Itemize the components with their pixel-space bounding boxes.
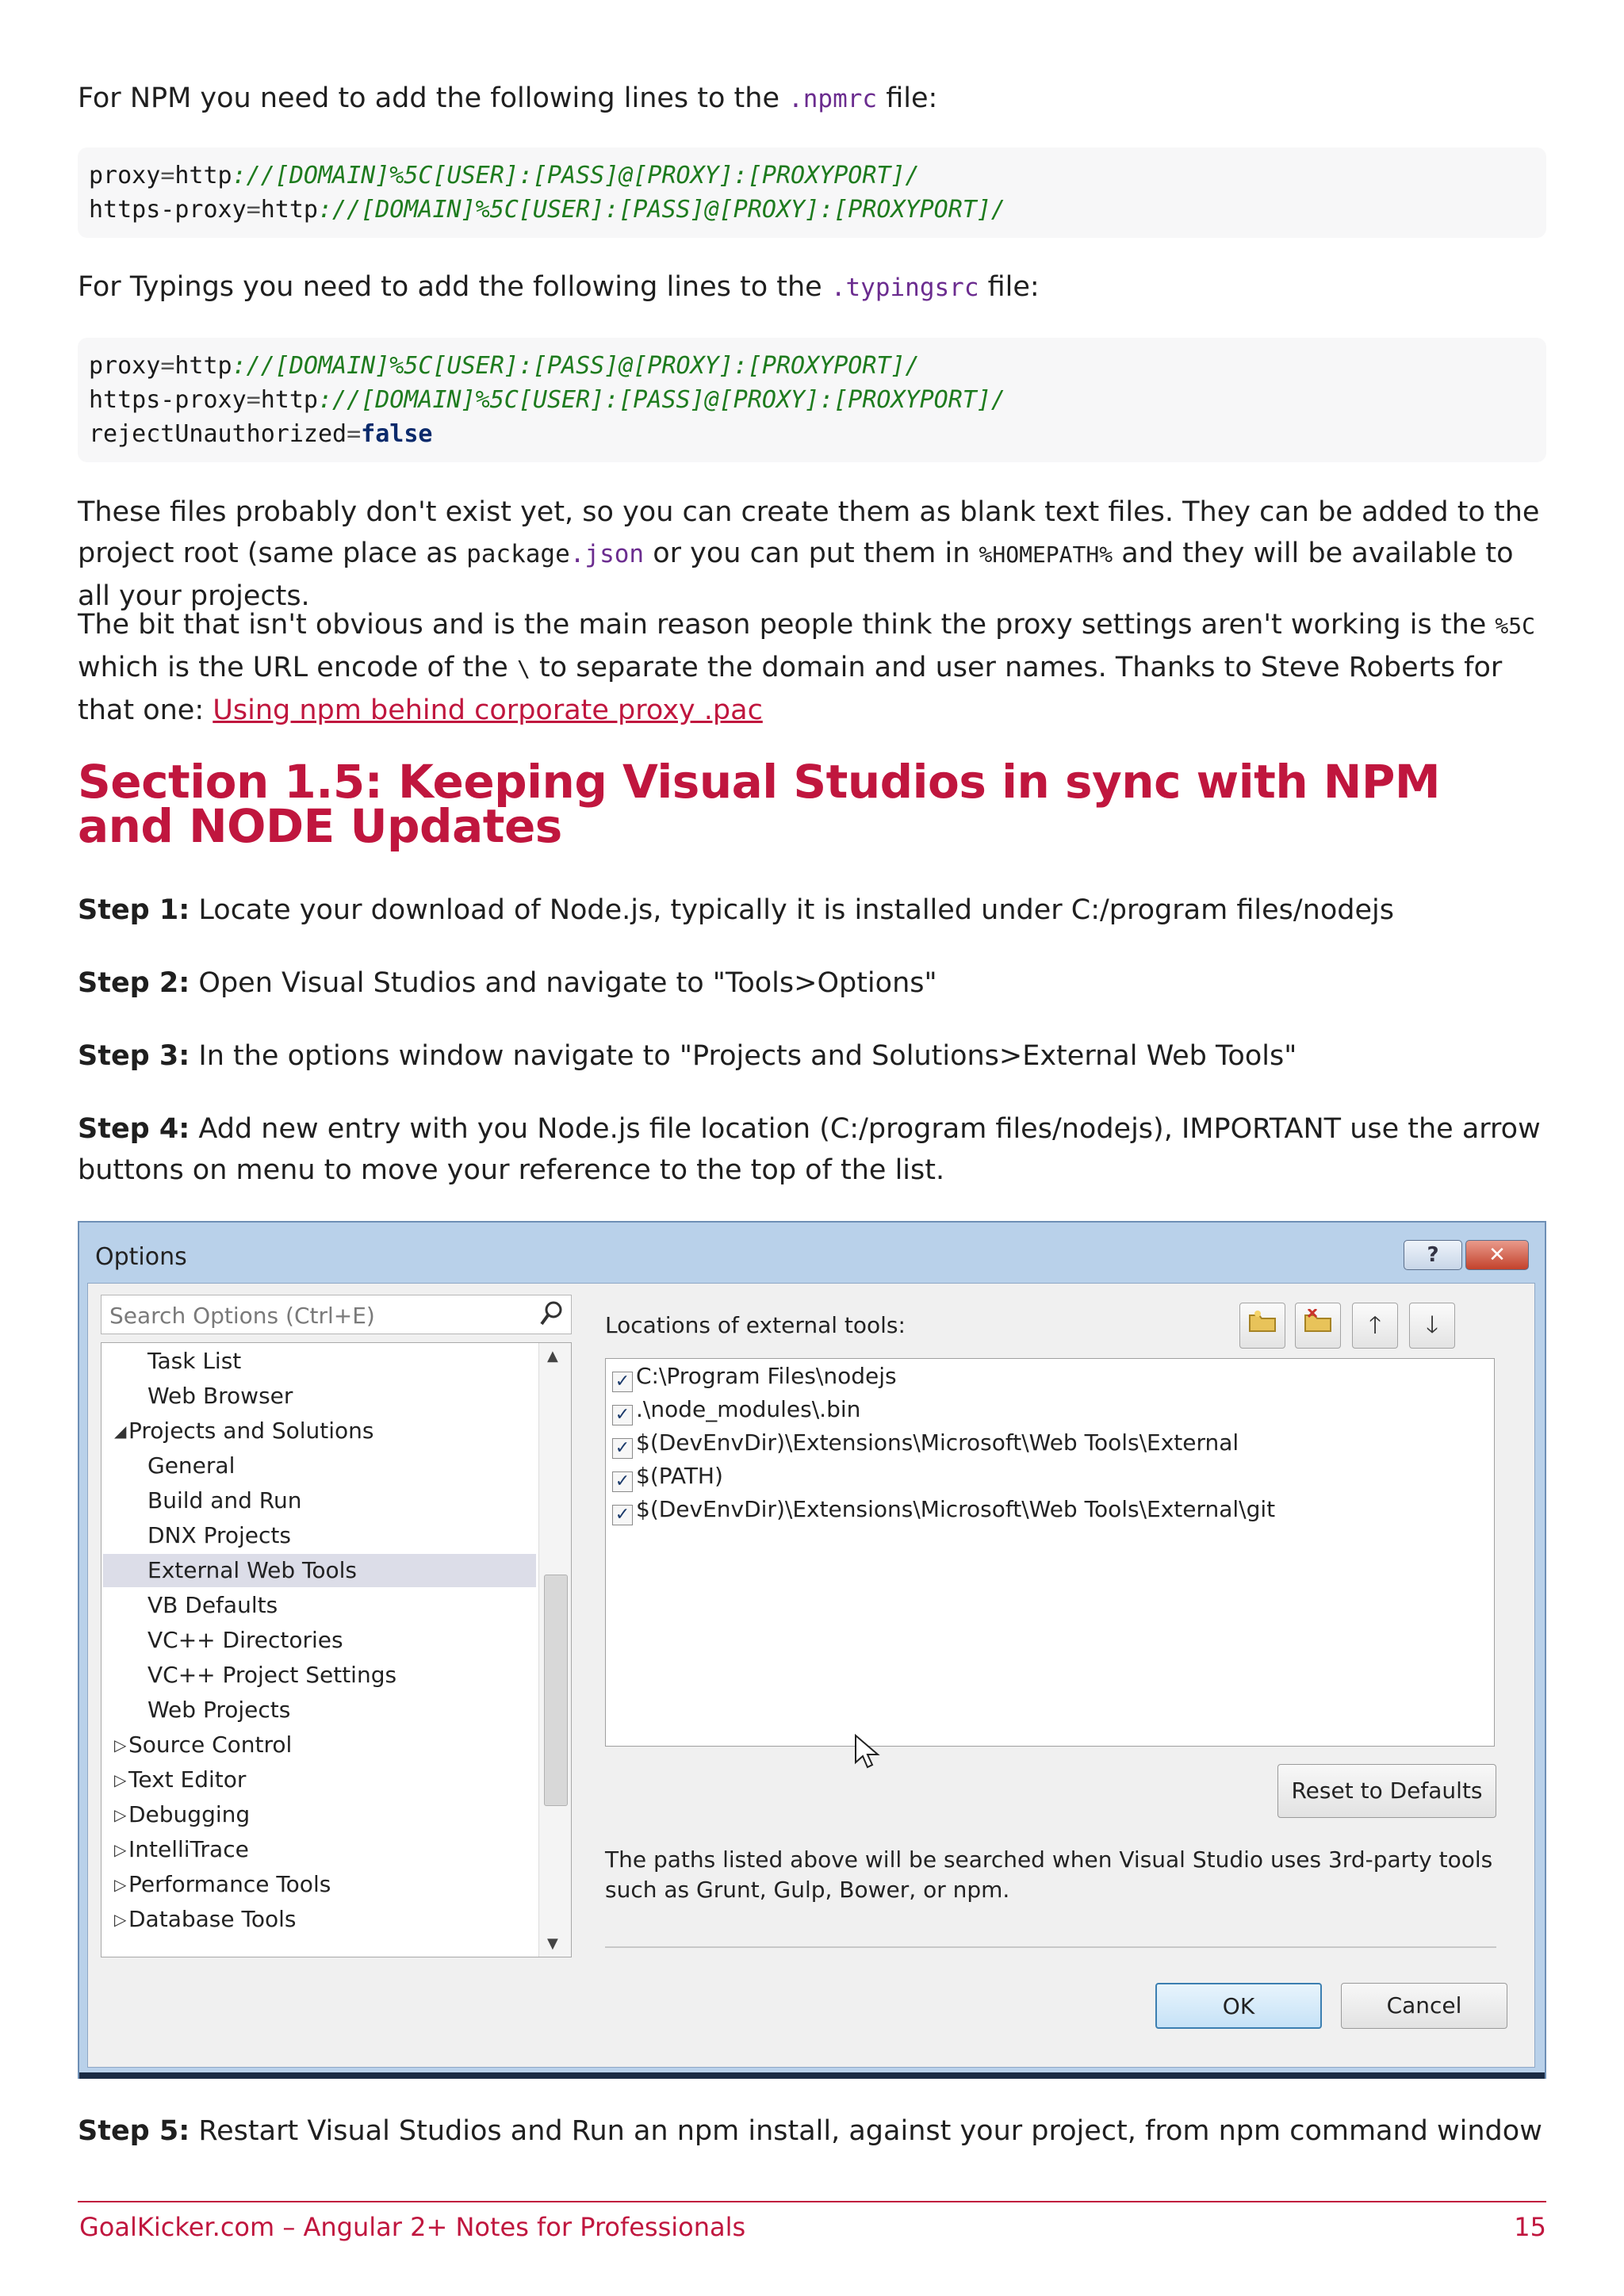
step-label: Step 2: [78, 967, 190, 999]
tree-item-label: Build and Run [147, 1487, 302, 1513]
mouse-pointer-icon [854, 1734, 881, 1778]
paths-note: The paths listed above will be searched when Visual Studio uses 3rd-party tools such as Grunt, Gulp, Bower, or npm. [605, 1846, 1493, 1903]
proxy-text: The bit that isn't obvious and is the main reason people think the proxy settings aren't working is the [78, 609, 1496, 641]
options-tree [101, 1342, 572, 1957]
npm-intro [78, 78, 1546, 120]
tool-path-row[interactable] [612, 1360, 897, 1392]
tool-path: .\node_modules\.bin [636, 1396, 861, 1422]
footer-title: GoalKicker.com – Angular 2+ Notes for Professionals [79, 2212, 746, 2242]
code-value: false [361, 420, 433, 448]
tree-item-label: VC++ Directories [147, 1627, 343, 1653]
page-number: 15 [1514, 2212, 1546, 2242]
code-scheme: http [174, 352, 232, 380]
arrow-up-icon: 🡑 [1369, 1311, 1381, 1339]
code-key: proxy [89, 352, 161, 380]
close-button[interactable]: ✕ [1465, 1240, 1529, 1270]
tree-item-label: Projects and Solutions [128, 1418, 374, 1444]
tree-item-label: VB Defaults [147, 1592, 278, 1618]
code-eq: = [160, 352, 175, 380]
search-icon [539, 1300, 563, 1334]
scroll-up-icon[interactable]: ▲ [547, 1348, 558, 1364]
typingsrc-filename: .typingsrc [830, 274, 979, 302]
expand-triangle-icon[interactable]: ▷ [114, 1770, 127, 1789]
tool-path: $(DevEnvDir)\Extensions\Microsoft\Web Tools\External [636, 1429, 1239, 1456]
files-text-3: and they will be available to all your projects. [78, 538, 1514, 612]
files-paragraph [78, 492, 1546, 617]
tree-item[interactable] [103, 1624, 536, 1657]
code-url: ://[DOMAIN]%5C[USER]:[PASS]@[PROXY]:[PROXYPORT]/ [318, 386, 1005, 414]
step-5 [78, 2110, 1546, 2152]
tool-checkbox[interactable]: ✓ [612, 1505, 633, 1525]
npmrc-filename: .npmrc [788, 85, 878, 113]
tree-item-label: Text Editor [128, 1766, 247, 1793]
step-text: Add new entry with you Node.js file location (C:/program files/nodejs), IMPORTANT use the arrow buttons on menu to move your reference to the top of the list. [78, 1113, 1541, 1186]
tree-item[interactable] [103, 1833, 536, 1866]
help-button[interactable]: ? [1404, 1240, 1462, 1270]
step-label: Step 1: [78, 894, 190, 926]
folder-delete-icon [1304, 1309, 1332, 1333]
remove-folder-button[interactable] [1295, 1303, 1341, 1349]
files-text: These files probably don't exist yet, so you can create them as blank text files. They can be added to the project root (same place as [78, 496, 1540, 569]
tree-item[interactable] [103, 1380, 536, 1413]
step-text: Open Visual Studios and navigate to "Tools>Options" [190, 967, 937, 999]
tree-item-label: Debugging [128, 1801, 251, 1827]
tree-item[interactable] [103, 1868, 536, 1901]
code-line [89, 349, 1535, 383]
typings-intro-text: For Typings you need to add the following lines to the [78, 271, 831, 303]
code-key: rejectUnauthorized [89, 420, 347, 448]
files-text-2: or you can put them in [644, 538, 979, 569]
dialog-body [87, 1283, 1535, 2068]
expand-triangle-icon[interactable]: ▷ [114, 1735, 127, 1755]
tree-item[interactable] [103, 1519, 536, 1552]
tree-item[interactable] [103, 1554, 536, 1587]
external-tools-list [605, 1358, 1495, 1747]
tool-checkbox[interactable]: ✓ [612, 1405, 633, 1425]
tool-path-row[interactable] [612, 1427, 1239, 1459]
proxy-text-2: which is the URL encode of the [78, 652, 517, 683]
code-url: ://[DOMAIN]%5C[USER]:[PASS]@[PROXY]:[PROXYPORT]/ [318, 196, 1005, 224]
code-scheme: http [260, 196, 318, 224]
tree-item[interactable] [103, 1728, 536, 1762]
code-line [89, 383, 1535, 417]
tree-item[interactable] [103, 1589, 536, 1622]
taskbar-strip [79, 2072, 1545, 2079]
search-placeholder: Search Options (Ctrl+E) [109, 1303, 375, 1329]
tree-item-label: General [147, 1452, 236, 1479]
code-key: https-proxy [89, 196, 247, 224]
tool-path: $(PATH) [636, 1463, 723, 1489]
code-scheme: http [174, 162, 232, 189]
tree-item-label: Database Tools [128, 1906, 297, 1932]
arrow-down-icon: 🡓 [1426, 1311, 1438, 1339]
typings-intro [78, 266, 1546, 308]
code-scheme: http [260, 386, 318, 414]
locations-label: Locations of external tools: [605, 1312, 906, 1338]
npm-intro-text: For NPM you need to add the following lines to the [78, 82, 789, 114]
code-key: https-proxy [89, 386, 247, 414]
step-text: Locate your download of Node.js, typically it is installed under C:/program files/nodejs [190, 894, 1394, 926]
tool-path-row[interactable] [612, 1394, 860, 1425]
code-line [89, 417, 1535, 451]
tool-path-row[interactable] [612, 1494, 1275, 1525]
step-label: Step 5: [78, 2115, 190, 2147]
tree-item[interactable] [103, 1798, 536, 1831]
dialog-title: Options [95, 1243, 187, 1271]
folder-add-icon [1248, 1309, 1277, 1333]
expand-triangle-icon[interactable]: ▷ [114, 1805, 127, 1824]
tool-path-row[interactable] [612, 1460, 723, 1492]
code-key: proxy [89, 162, 161, 189]
tool-checkbox[interactable]: ✓ [612, 1438, 633, 1459]
expand-triangle-icon[interactable]: ▷ [114, 1840, 127, 1859]
homepath-code: %HOMEPATH% [979, 541, 1113, 568]
step-4 [78, 1108, 1546, 1191]
typings-intro-suffix: file: [979, 271, 1040, 303]
proxy-pac-link[interactable]: Using npm behind corporate proxy .pac [213, 695, 763, 726]
add-folder-button[interactable] [1239, 1303, 1285, 1349]
tool-path: $(DevEnvDir)\Extensions\Microsoft\Web Tools\External\git [636, 1496, 1276, 1522]
tree-item[interactable] [103, 1693, 536, 1727]
step-label: Step 3: [78, 1040, 190, 1072]
code-url: ://[DOMAIN]%5C[USER]:[PASS]@[PROXY]:[PROXYPORT]/ [232, 352, 920, 380]
tree-item[interactable] [103, 1414, 536, 1448]
search-options-input[interactable] [101, 1295, 572, 1334]
proxy-paragraph [78, 604, 1546, 731]
step-text: In the options window navigate to "Projects and Solutions>External Web Tools" [190, 1040, 1297, 1072]
tree-item-label: Performance Tools [128, 1871, 331, 1897]
code-line [89, 159, 1535, 193]
tree-item-label: Source Control [128, 1732, 293, 1758]
tree-scrollbar[interactable] [538, 1343, 571, 1957]
tree-item[interactable] [103, 1763, 536, 1797]
tree-item-label: External Web Tools [147, 1557, 357, 1583]
tree-item-label: Task List [147, 1348, 242, 1374]
npm-intro-suffix: file: [877, 82, 938, 114]
step-label: Step 4: [78, 1113, 190, 1145]
tree-item[interactable] [103, 1484, 536, 1517]
tree-item-label: VC++ Project Settings [147, 1662, 397, 1688]
tree-item-label: DNX Projects [147, 1522, 291, 1548]
code-eq: = [160, 162, 175, 189]
collapse-triangle-icon[interactable]: ◢ [114, 1422, 127, 1441]
move-up-button[interactable] [1352, 1303, 1398, 1349]
code-url: ://[DOMAIN]%5C[USER]:[PASS]@[PROXY]:[PROXYPORT]/ [232, 162, 920, 189]
proxy-text-3: to separate the domain and user names. Thanks to Steve Roberts for that one: [78, 652, 1503, 726]
footer-divider [78, 2201, 1546, 2202]
tree-item[interactable] [103, 1449, 536, 1483]
scroll-down-icon[interactable]: ▼ [547, 1935, 558, 1952]
tool-checkbox[interactable]: ✓ [612, 1372, 633, 1392]
scroll-thumb[interactable] [544, 1575, 568, 1806]
divider [605, 1946, 1496, 1948]
package-code: package [466, 540, 570, 568]
move-down-button[interactable] [1409, 1303, 1455, 1349]
tree-item-label: Web Projects [147, 1697, 291, 1723]
expand-triangle-icon[interactable]: ▷ [114, 1910, 127, 1929]
encoded-code: %5C [1495, 613, 1535, 639]
tool-path: C:\Program Files\nodejs [636, 1363, 897, 1389]
code-eq: = [347, 420, 362, 448]
tree-item-label: Web Browser [147, 1383, 293, 1409]
options-dialog [78, 1221, 1546, 2079]
backslash-code: \ [516, 656, 530, 682]
step-2 [78, 962, 1546, 1004]
cancel-button[interactable]: Cancel [1341, 1983, 1507, 2029]
section-heading: Section 1.5: Keeping Visual Studios in sync with NPM and NODE Updates [78, 755, 1441, 853]
step-1 [78, 890, 1546, 931]
code-eq: = [246, 196, 261, 224]
ok-button[interactable]: OK [1155, 1983, 1322, 2029]
code-eq: = [246, 386, 261, 414]
step-text: Restart Visual Studios and Run an npm install, against your project, from npm command window [190, 2115, 1542, 2147]
typingsrc-code-block [78, 338, 1546, 462]
reset-to-defaults-button[interactable]: Reset to Defaults [1277, 1764, 1496, 1818]
json-code: .json [569, 540, 645, 568]
tool-checkbox[interactable]: ✓ [612, 1471, 633, 1492]
step-3 [78, 1035, 1546, 1077]
tree-item-label: IntelliTrace [128, 1836, 249, 1862]
tree-item[interactable] [103, 1659, 536, 1692]
tree-item[interactable] [103, 1903, 536, 1936]
code-line [89, 193, 1535, 227]
tree-item[interactable] [103, 1345, 536, 1378]
expand-triangle-icon[interactable]: ▷ [114, 1875, 127, 1894]
npmrc-code-block [78, 147, 1546, 238]
